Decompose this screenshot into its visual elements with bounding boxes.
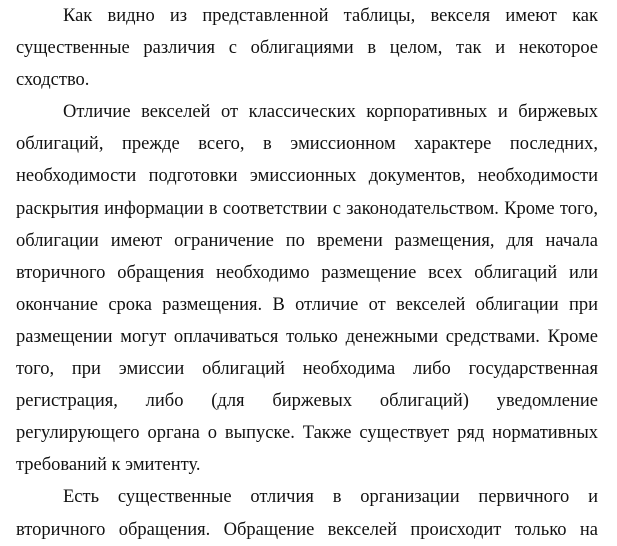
- paragraph-line: того, при эмиссии облигаций необходима либо государственная: [16, 359, 598, 380]
- paragraph-line: вторичного обращения необходимо размещение всех облигаций или: [16, 262, 598, 283]
- paragraph-line: Есть существенные отличия в организации первичного и: [63, 487, 598, 508]
- paragraph-line: регулирующего органа о выпуске. Также существует ряд нормативных: [16, 423, 598, 444]
- paragraph-line: раскрытия информации в соответствии с законодательством. Кроме того,: [16, 198, 598, 219]
- paragraph-line: вторичного обращения. Обращение векселей происходит только на: [16, 519, 598, 540]
- paragraph-2: [16, 96, 598, 481]
- paragraph-line: облигации имеют ограничение по времени размещения, для начала: [16, 230, 598, 251]
- paragraph-line: Как видно из представленной таблицы, векселя имеют как: [63, 6, 598, 26]
- paragraph-line: существенные различия с облигациями в целом, так и некоторое: [16, 38, 598, 59]
- paragraph-line: сходство.: [16, 70, 90, 91]
- paragraph-3: [16, 481, 598, 545]
- document-page: [16, 0, 598, 546]
- paragraph-1: [16, 0, 598, 96]
- paragraph-line: регистрация, либо (для биржевых облигаций) уведомление: [16, 391, 598, 412]
- paragraph-line: окончание срока размещения. В отличие от векселей облигации при: [16, 294, 598, 315]
- paragraph-line: необходимости подготовки эмиссионных документов, необходимости: [16, 166, 598, 187]
- paragraph-line: размещении могут оплачиваться только денежными средствами. Кроме: [16, 326, 598, 347]
- paragraph-line: облигаций, прежде всего, в эмиссионном характере последних,: [16, 134, 598, 155]
- paragraph-line: Отличие векселей от классических корпоративных и биржевых: [63, 102, 598, 123]
- paragraph-line: требований к эмитенту.: [16, 455, 201, 476]
